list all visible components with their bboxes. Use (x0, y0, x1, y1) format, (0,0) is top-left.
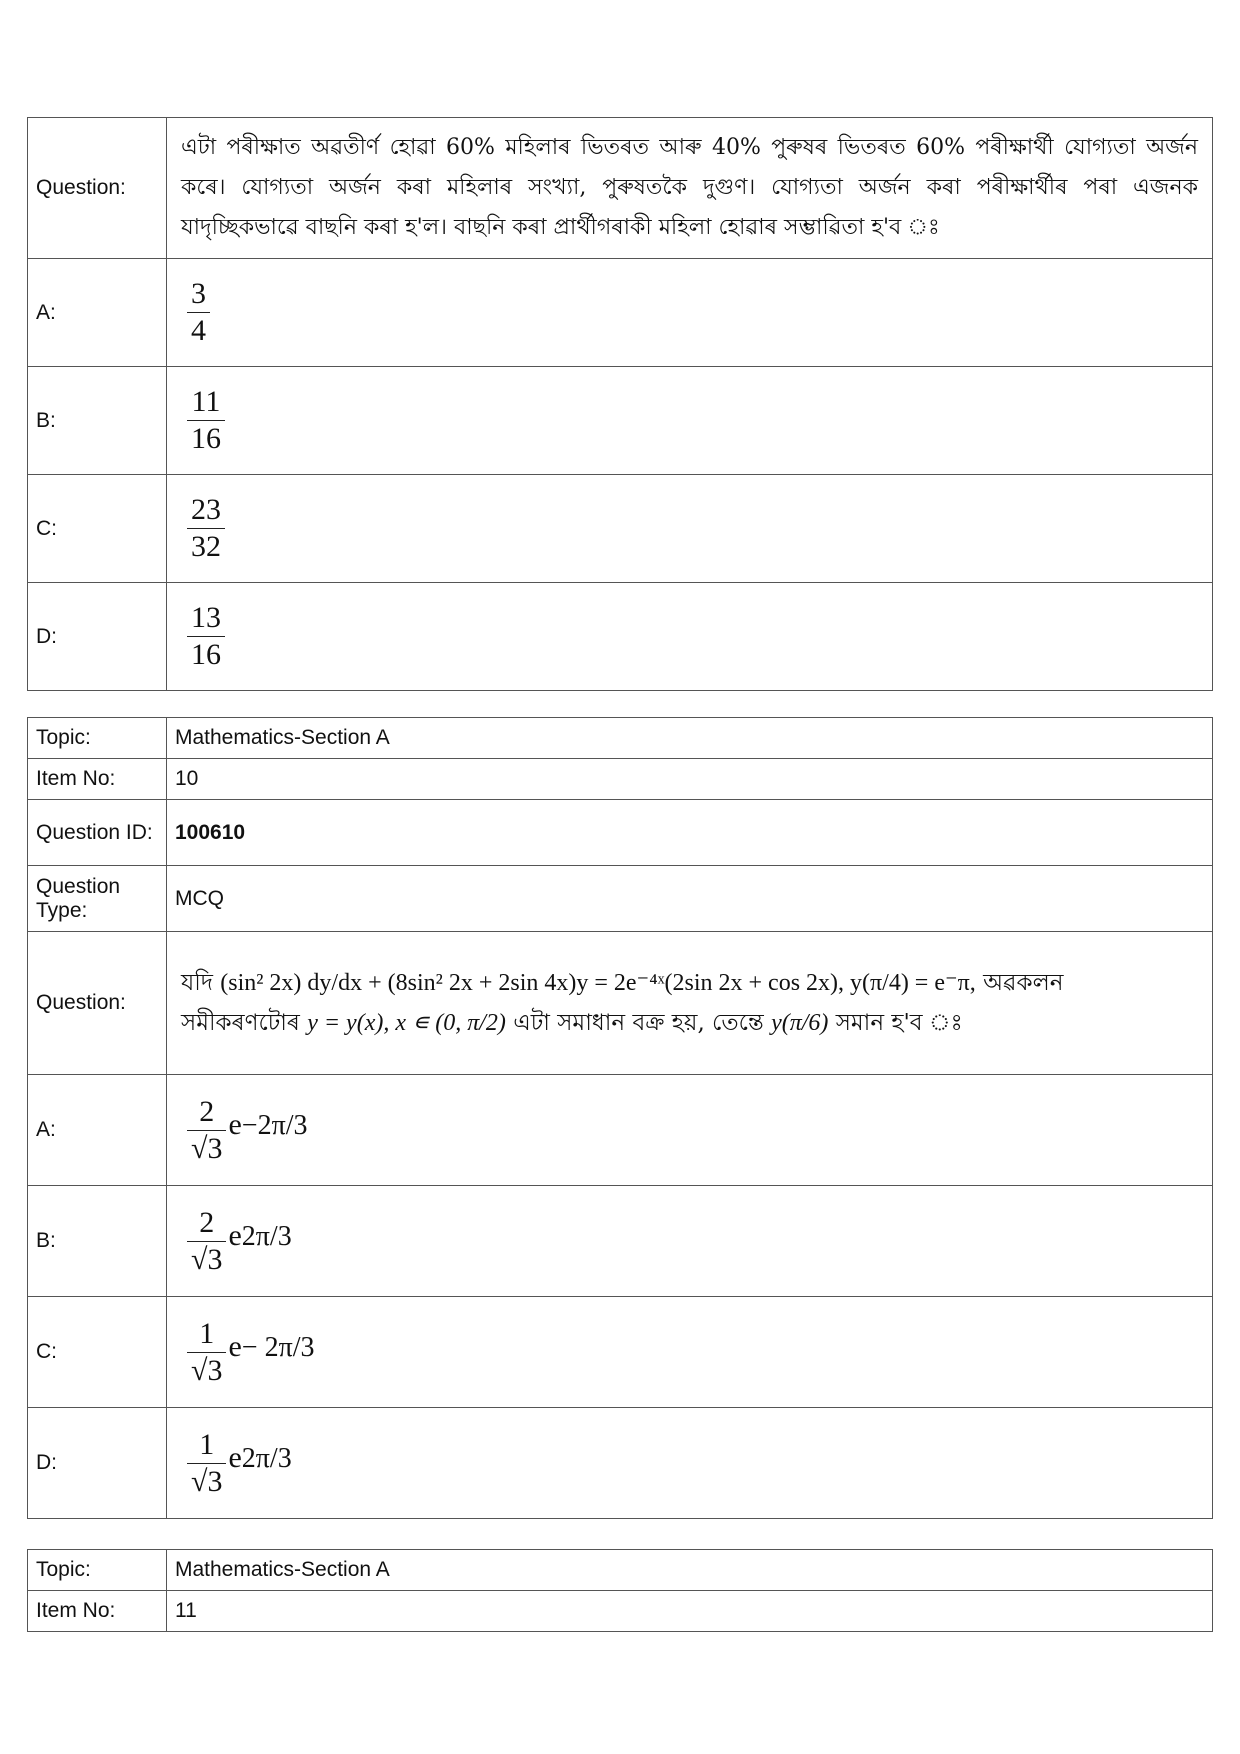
exponential (226, 1330, 314, 1364)
option-label: A: (28, 1075, 167, 1186)
option-row-c (28, 475, 1213, 583)
numerator: 1 (199, 1316, 215, 1350)
exp-power: − 2π/3 (241, 1332, 315, 1364)
numerator: 13 (191, 601, 221, 634)
question-prefix: যদি (181, 970, 213, 996)
exponential (226, 1441, 291, 1475)
fraction (187, 1094, 226, 1167)
option-label: D: (28, 1408, 167, 1519)
question-id-value: 100610 (167, 800, 1213, 866)
option-row-c (28, 1297, 1213, 1408)
question-prefix: সমীকৰণটোৰ (181, 1010, 300, 1036)
question-11-table (27, 1549, 1213, 1632)
denominator: √3 (191, 1464, 223, 1498)
question-type-row (28, 866, 1213, 932)
question-type-value: MCQ (167, 866, 1213, 932)
option-d[interactable] (167, 583, 1213, 691)
exp-power: −2π/3 (241, 1110, 308, 1142)
exp-power: 2π/3 (241, 1221, 292, 1253)
denominator: √3 (191, 1242, 223, 1276)
fraction (187, 1316, 226, 1389)
numerator: 1 (199, 1427, 215, 1461)
question-label: Question: (28, 932, 167, 1075)
denominator: 16 (191, 422, 221, 455)
denominator: 4 (191, 314, 206, 347)
numerator: 3 (191, 277, 206, 310)
question-suffix: অৱকলন (983, 970, 1064, 996)
question-9-table (27, 117, 1213, 691)
option-label: B: (28, 367, 167, 475)
item-no-row (28, 759, 1213, 800)
option-label: B: (28, 1186, 167, 1297)
option-row-a (28, 259, 1213, 367)
option-a[interactable] (167, 1075, 1213, 1186)
denominator: √3 (191, 1353, 223, 1387)
option-row-b (28, 367, 1213, 475)
exponential (226, 1219, 291, 1253)
fraction (187, 384, 225, 457)
item-no-value: 11 (167, 1591, 1213, 1632)
option-label: C: (28, 1297, 167, 1408)
option-row-d (28, 583, 1213, 691)
exp-base: e (228, 1108, 242, 1142)
option-label: D: (28, 583, 167, 691)
differential-equation: (sin² 2x) dy/dx + (8sin² 2x + 2sin 4x)y = 2e⁻⁴ˣ(2sin 2x + cos 2x), y(π/4) = e⁻π, (220, 970, 976, 996)
exp-base: e (228, 1441, 242, 1475)
question-id-label: Question ID: (28, 800, 167, 866)
solution-curve: y = y(x), x ∊ (0, π/2) (307, 1010, 506, 1036)
denominator: √3 (191, 1131, 223, 1165)
option-b[interactable] (167, 1186, 1213, 1297)
denominator: 16 (191, 638, 221, 671)
exp-base: e (228, 1330, 242, 1364)
fraction (187, 1205, 226, 1278)
topic-row (28, 718, 1213, 759)
numerator: 23 (191, 493, 221, 526)
question-id-row (28, 800, 1213, 866)
option-label: A: (28, 259, 167, 367)
option-row-b (28, 1186, 1213, 1297)
option-a[interactable] (167, 259, 1213, 367)
item-no-label: Item No: (28, 1591, 167, 1632)
topic-row (28, 1550, 1213, 1591)
item-no-label: Item No: (28, 759, 167, 800)
option-b[interactable] (167, 367, 1213, 475)
question-line-1 (181, 963, 1198, 1003)
question-type-label: Question Type: (28, 866, 167, 932)
topic-value: Mathematics-Section A (167, 718, 1213, 759)
question-10-table (27, 717, 1213, 1519)
question-row (28, 118, 1213, 259)
option-c[interactable] (167, 475, 1213, 583)
option-label: C: (28, 475, 167, 583)
item-no-row (28, 1591, 1213, 1632)
fraction (187, 276, 210, 349)
option-d[interactable] (167, 1408, 1213, 1519)
numerator: 2 (199, 1094, 215, 1128)
numerator: 11 (191, 385, 221, 418)
fraction (187, 492, 225, 565)
denominator: 32 (191, 530, 221, 563)
topic-label: Topic: (28, 1550, 167, 1591)
question-text (167, 932, 1213, 1075)
option-row-d (28, 1408, 1213, 1519)
question-line-2 (181, 1003, 1198, 1043)
exp-base: e (228, 1219, 242, 1253)
option-c[interactable] (167, 1297, 1213, 1408)
question-label: Question: (28, 118, 167, 259)
question-text: এটা পৰীক্ষাত অৱতীৰ্ণ হোৱা 60% মহিলাৰ ভিতৰত আৰু 40% পুৰুষৰ ভিতৰত 60% পৰীক্ষাৰ্থী যোগ্যতা অৰ্জন কৰে। যোগ্যতা অৰ্জন কৰা মহিলাৰ সংখ্যা, পুৰুষতকৈ দুগুণ। যোগ্যতা অৰ্জন কৰা পৰীক্ষাৰ্থীৰ পৰা এজনক যাদৃচ্ছিকভাৱে বাছনি কৰা হ'ল। বাছনি কৰা প্ৰাৰ্থীগৰাকী মহিলা হোৱাৰ সম্ভাৱিতা হ'ব ঃ (167, 118, 1213, 259)
exp-power: 2π/3 (241, 1443, 292, 1475)
fraction (187, 1427, 226, 1500)
exponential (226, 1108, 307, 1142)
fraction (187, 600, 225, 673)
topic-label: Topic: (28, 718, 167, 759)
question-suffix: সমান হ'ব ঃ (835, 1010, 963, 1036)
target-value: y(π/6) (771, 1010, 829, 1036)
option-row-a (28, 1075, 1213, 1186)
numerator: 2 (199, 1205, 215, 1239)
item-no-value: 10 (167, 759, 1213, 800)
topic-value: Mathematics-Section A (167, 1550, 1213, 1591)
question-middle: এটা সমাধান বক্ৰ হয়, তেন্তে (513, 1010, 764, 1036)
question-row (28, 932, 1213, 1075)
